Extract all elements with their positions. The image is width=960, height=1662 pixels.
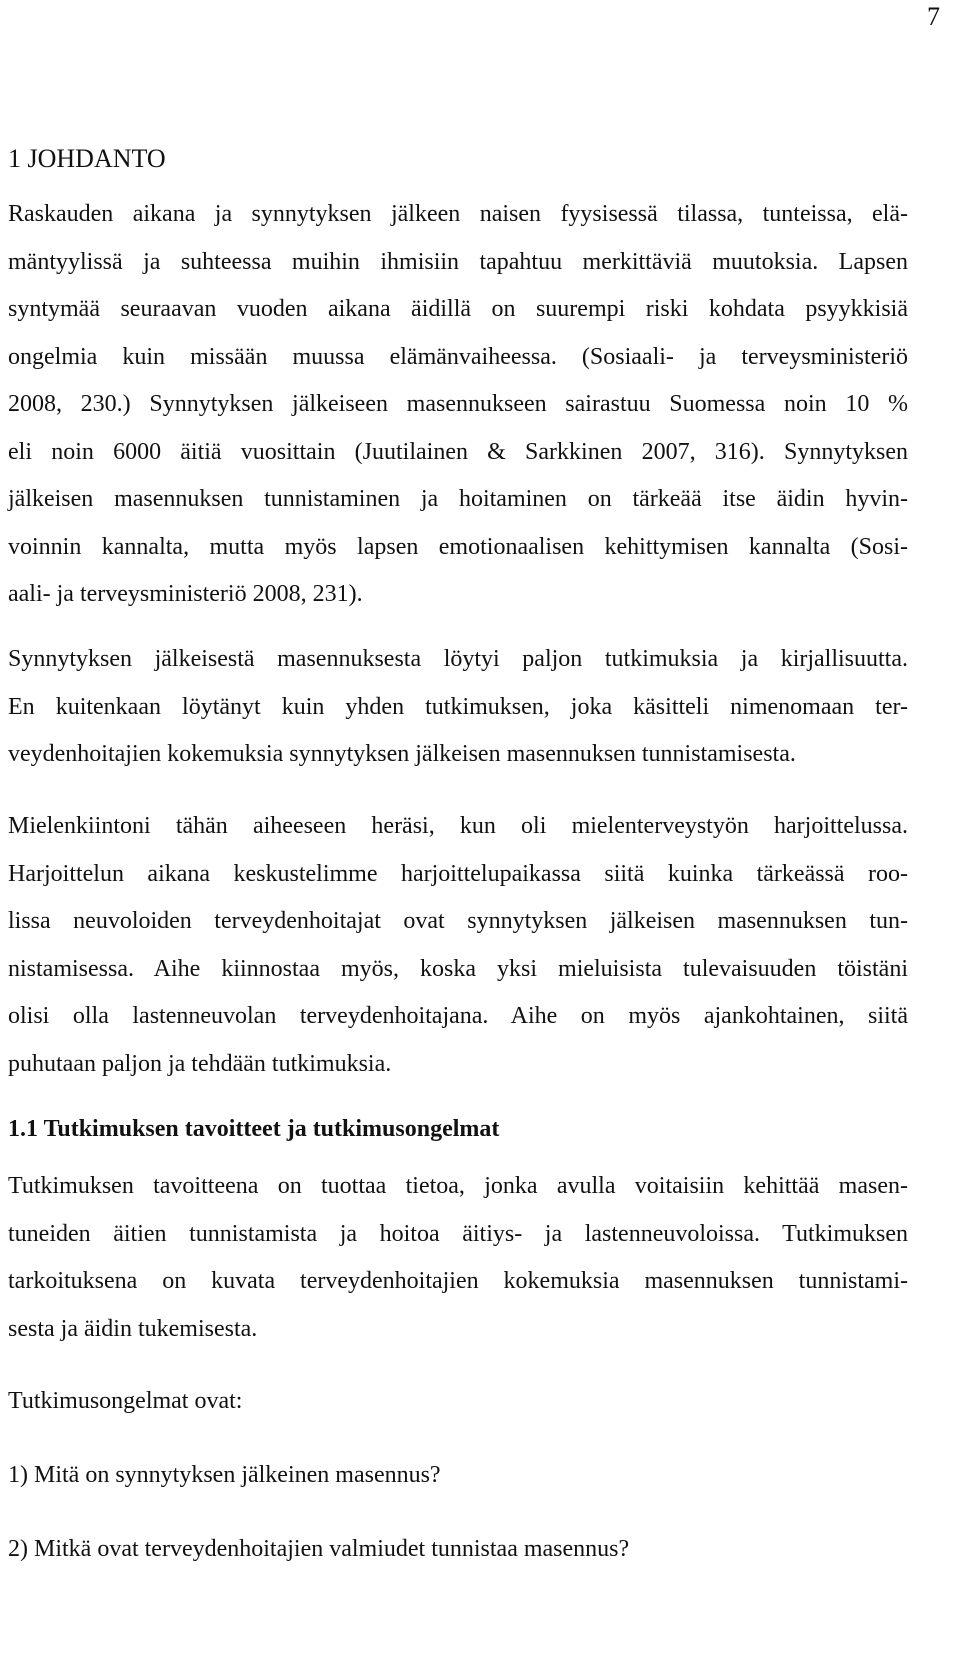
text-line: lissa neuvoloiden terveydenhoitajat ovat synnytyksen jälkeisen masennuksen tun-	[8, 908, 908, 934]
text-line: puhutaan paljon ja tehdään tutkimuksia.	[8, 1050, 392, 1077]
objectives-paragraph	[8, 1163, 908, 1353]
text-line: sesta ja äidin tukemisesta.	[8, 1315, 258, 1342]
text-line: tuneiden äitien tunnistamista ja hoitoa äitiys- ja lastenneuvoloissa. Tutkimuksen	[8, 1220, 908, 1247]
text-line: voinnin kannalta, mutta myös lapsen emotionaalisen kehittymisen kannalta (Sosi-	[8, 533, 908, 560]
text-line: syntymää seuraavan vuoden aikana äidillä on suurempi riski kohdata psyykkisiä	[8, 296, 908, 322]
text-line: jälkeisen masennuksen tunnistaminen ja hoitaminen on tärkeää itse äidin hyvin-	[8, 486, 908, 512]
text-line: Harjoittelun aikana keskustelimme harjoittelupaikassa siitä kuinka tärkeässä roo-	[8, 860, 908, 887]
text-line: Tutkimuksen tavoitteena on tuottaa tietoa, jonka avulla voitaisiin kehittää masen-	[8, 1173, 908, 1199]
text-line: tarkoituksena on kuvata terveydenhoitajien kokemuksia masennuksen tunnistami-	[8, 1268, 908, 1294]
text-line: aali- ja terveysministeriö 2008, 231).	[8, 581, 363, 607]
text-line: veydenhoitajien kokemuksia synnytyksen jälkeisen masennuksen tunnistamisesta.	[8, 741, 796, 767]
page-number: 7	[927, 2, 940, 31]
research-problems-intro: Tutkimusongelmat ovat:	[8, 1388, 243, 1414]
motivation-paragraph	[8, 803, 908, 1088]
text-line: mäntyylissä ja suhteessa muihin ihmisiin tapahtuu merkittäviä muutoksia. Lapsen	[8, 248, 908, 275]
introduction-paragraph	[8, 191, 908, 619]
text-line: olisi olla lastenneuvolan terveydenhoitajana. Aihe on myös ajankohtainen, siitä	[8, 1003, 908, 1029]
text-line: Synnytyksen jälkeisestä masennuksesta löytyi paljon tutkimuksia ja kirjallisuutta.	[8, 646, 908, 672]
text-line: eli noin 6000 äitiä vuosittain (Juutilainen & Sarkkinen 2007, 316). Synnytyksen	[8, 438, 908, 465]
text-line: Raskauden aikana ja synnytyksen jälkeen naisen fyysisessä tilassa, tunteissa, elä-	[8, 201, 908, 227]
section-heading: 1.1 Tutkimuksen tavoitteet ja tutkimusongelmat	[8, 1116, 500, 1142]
text-line: En kuitenkaan löytänyt kuin yhden tutkimuksen, joka käsitteli nimenomaan ter-	[8, 693, 908, 720]
text-line: Mielenkiintoni tähän aiheeseen heräsi, kun oli mielenterveystyön harjoittelussa.	[8, 813, 908, 839]
literature-paragraph	[8, 636, 908, 779]
research-problem-1: 1) Mitä on synnytyksen jälkeinen masennus?	[8, 1462, 441, 1488]
chapter-heading: 1 JOHDANTO	[8, 144, 166, 173]
text-line: ongelmia kuin missään muussa elämänvaiheessa. (Sosiaali- ja terveysministeriö	[8, 343, 908, 370]
research-problem-2: 2) Mitkä ovat terveydenhoitajien valmiudet tunnistaa masennus?	[8, 1536, 630, 1562]
text-line: nistamisessa. Aihe kiinnostaa myös, koska yksi mieluisista tulevaisuuden töistäni	[8, 955, 908, 982]
text-line: 2008, 230.) Synnytyksen jälkeiseen masennukseen sairastuu Suomessa noin 10 %	[8, 391, 908, 417]
